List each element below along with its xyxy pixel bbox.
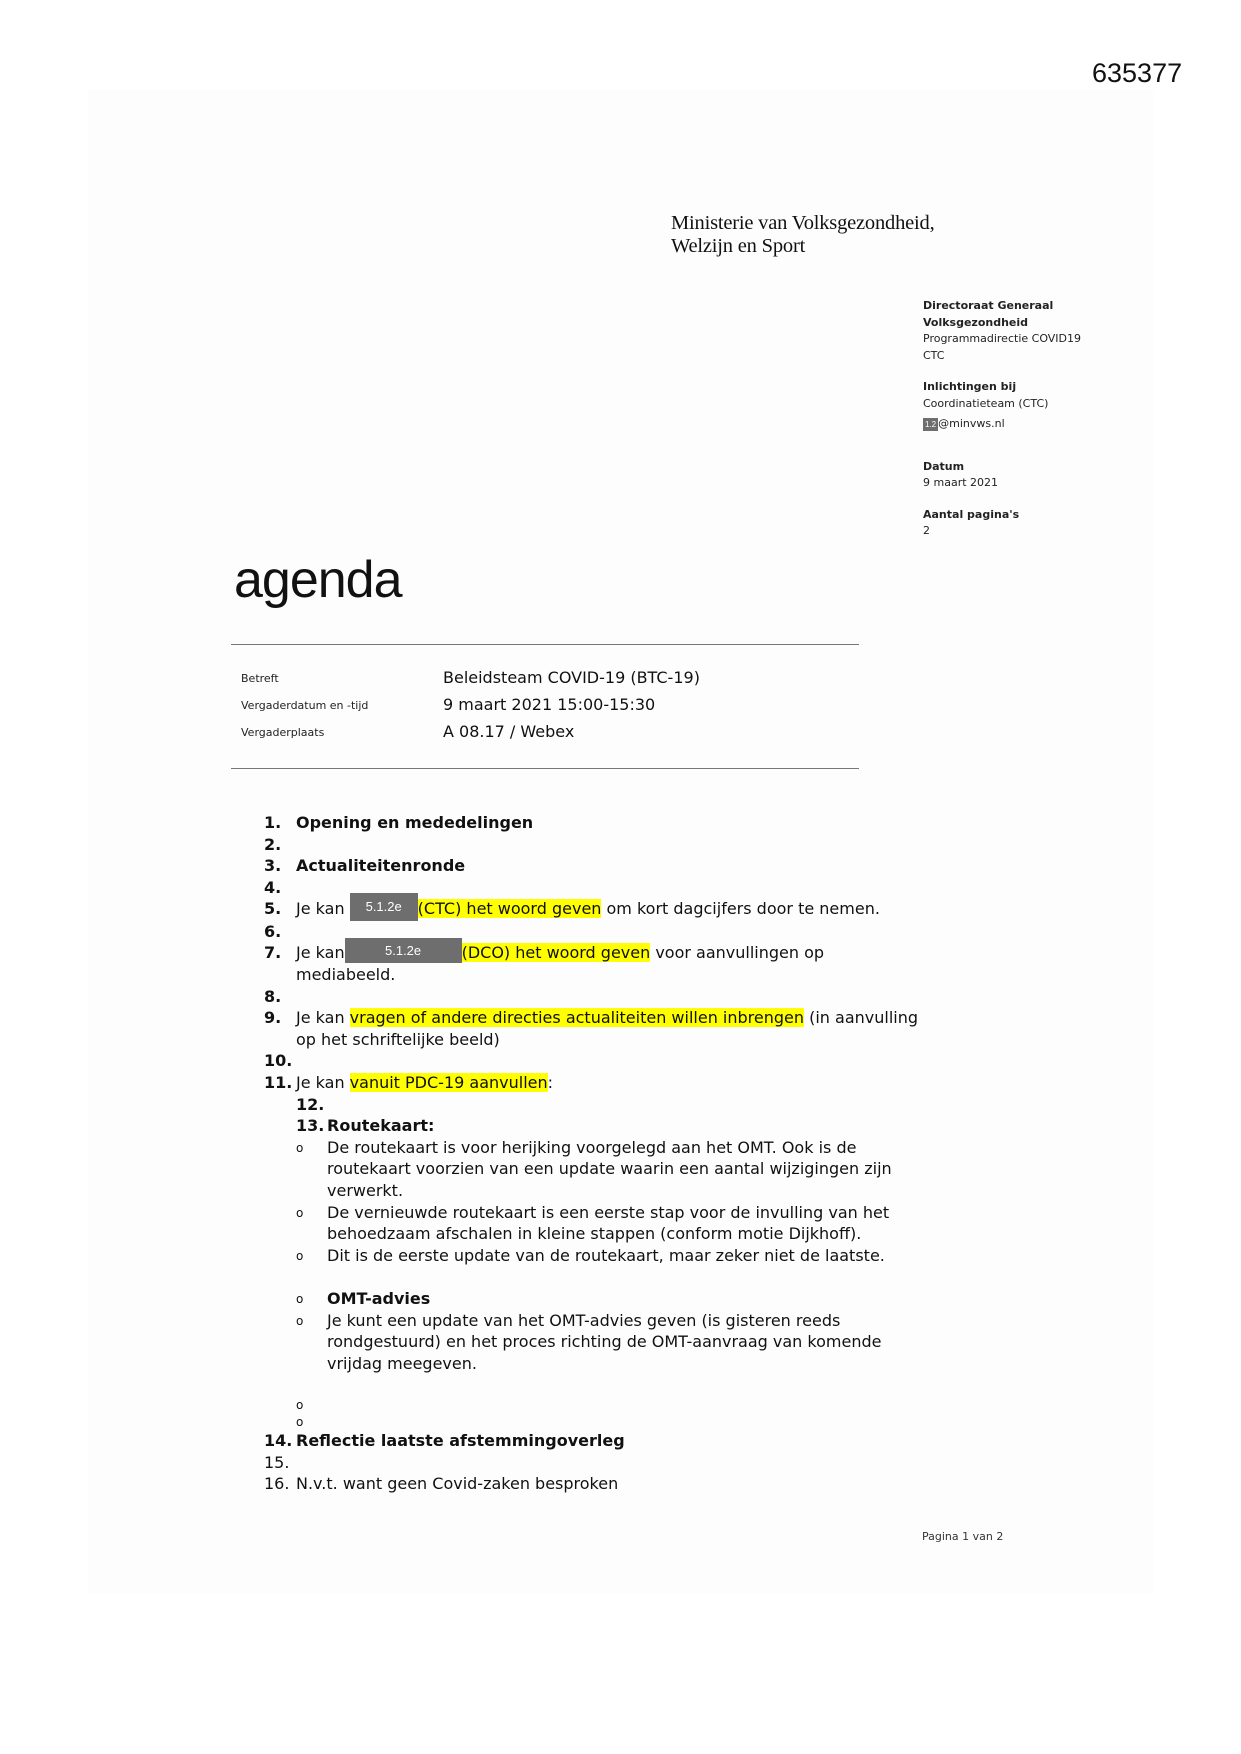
bullet-text: De vernieuwde routekaart is een eerste stap voor de invulling van het behoedzaam afschalen in kleine stappen (conform motie Dijkhoff). [327, 1202, 890, 1244]
meta-value: A 08.17 / Webex [443, 722, 575, 741]
agenda-subitem [264, 1094, 924, 1116]
bullet-text: Je kunt een update van het OMT-advies geven (is gisteren reeds rondgestuurd) en het proces richting de OMT-aanvraag van komende vrijdag meegeven. [327, 1310, 882, 1373]
divider-bottom [231, 768, 859, 769]
bullet-icon: o [296, 1291, 304, 1306]
highlighted-text: (CTC) het woord geven [417, 899, 602, 919]
item-text: Je kan [296, 1073, 350, 1093]
contact-email [923, 416, 1153, 433]
item-text: N.v.t. want geen Covid-zaken besproken [296, 1474, 619, 1494]
item-text: Je kan [296, 1008, 350, 1028]
item-number: 5. [264, 899, 282, 919]
bullet-icon: o [296, 1205, 304, 1220]
meta-value: 9 maart 2021 15:00-15:30 [443, 695, 656, 714]
org-line: CTC [923, 348, 945, 362]
bullet-icon: o [296, 1397, 304, 1412]
agenda-item [264, 1050, 924, 1072]
bullet-icon: o [296, 1248, 304, 1263]
ministry-line-1: Ministerie van Volksgezondheid, [671, 212, 935, 234]
highlighted-text: vanuit PDC-19 aanvullen [349, 1073, 548, 1093]
bullet-icon: o [296, 1414, 304, 1429]
redaction-box: 5.1.2e [350, 893, 418, 921]
email-suffix: @minvws.nl [938, 417, 1005, 430]
item-text: Je kan [296, 899, 350, 919]
item-number: 4. [264, 877, 282, 897]
item-number: 11. [264, 1073, 293, 1093]
agenda-item [264, 1452, 924, 1474]
item-text: voor aanvullingen op mediabeeld. [296, 943, 825, 985]
item-number: 12. [296, 1094, 325, 1114]
agenda-item [264, 898, 924, 921]
pages-block [923, 507, 1153, 540]
spacer [264, 1374, 924, 1396]
divider-top [231, 644, 859, 645]
meta-value: Beleidsteam COVID-19 (BTC-19) [443, 668, 700, 687]
date-label: Datum [923, 459, 965, 473]
org-block [923, 298, 1153, 364]
contact-label: Inlichtingen bij [923, 380, 1017, 393]
agenda-item [264, 855, 924, 877]
ministry-line-2: Welzijn en Sport [671, 235, 806, 257]
pages-label: Aantal pagina's [923, 507, 1020, 521]
date-block [923, 459, 1153, 492]
pages-value: 2 [923, 524, 930, 537]
item-number: 8. [264, 986, 282, 1006]
agenda-item [264, 1007, 924, 1050]
bullet-text: Dit is de eerste update van de routekaart, maar zeker niet de laatste. [327, 1245, 885, 1265]
item-text: (in aanvulling op het schriftelijke beeld) [296, 1008, 919, 1049]
redaction-box: 5.1.2e [345, 938, 462, 963]
org-line: Programmadirectie COVID19 [923, 332, 1082, 345]
item-number: 7. [264, 943, 282, 963]
bullet-item [264, 1202, 924, 1245]
agenda-item [264, 812, 924, 834]
page-footer: Pagina 1 van 2 [922, 1530, 1004, 1543]
item-text: Reflectie laatste afstemmingoverleg [296, 1430, 625, 1450]
bullet-icon: o [296, 1140, 304, 1155]
item-number: 16. [264, 1474, 290, 1494]
bullet-item [264, 1245, 924, 1267]
agenda-item [264, 834, 924, 856]
item-text: Je kan [296, 943, 345, 963]
meta-row-subject [241, 668, 861, 692]
item-text: Actualiteitenronde [296, 856, 466, 876]
ministry-heading [671, 212, 935, 258]
item-number: 10. [264, 1051, 293, 1071]
item-number: 14. [264, 1430, 293, 1450]
agenda-item [264, 1473, 924, 1495]
sidebar-info [923, 298, 1153, 555]
item-number: 1. [264, 813, 282, 832]
item-number: 13. [296, 1116, 325, 1136]
spacer [264, 1266, 924, 1288]
agenda-item [264, 942, 924, 985]
bullet-text: OMT-advies [327, 1288, 431, 1308]
bullet-item-empty [264, 1413, 924, 1430]
bullet-icon: o [296, 1313, 304, 1328]
page-title: agenda [234, 551, 402, 609]
agenda-item [264, 1430, 924, 1452]
meta-row-location [241, 722, 861, 746]
highlighted-text: (DCO) het woord geven [461, 943, 651, 963]
item-text: : [547, 1073, 554, 1093]
bullet-text: De routekaart is voor herijking voorgelegd aan het OMT. Ook is de routekaart voorzien van een update waarin een aantal wijzigingen zijn verwerkt. [327, 1137, 892, 1200]
org-line: Directoraat Generaal [923, 299, 1054, 312]
agenda-list [264, 812, 924, 1495]
item-number: 9. [264, 1008, 282, 1028]
bullet-item [264, 1288, 924, 1310]
item-number: 6. [264, 921, 282, 941]
meta-label: Vergaderplaats [241, 726, 325, 739]
date-value: 9 maart 2021 [923, 476, 999, 489]
meta-label: Vergaderdatum en -tijd [241, 699, 369, 712]
item-text: om kort dagcijfers door te nemen. [601, 899, 880, 919]
document-id: 635377 [1092, 58, 1183, 88]
highlighted-text: vragen of andere directies actualiteiten willen inbrengen [349, 1008, 805, 1028]
item-text: Opening en mededelingen [296, 813, 534, 832]
agenda-item [264, 986, 924, 1008]
contact-block [923, 379, 1153, 433]
item-number: 2. [264, 834, 282, 854]
agenda-subitem [264, 1115, 924, 1137]
item-text: Routekaart: [327, 1116, 435, 1136]
bullet-item [264, 1137, 924, 1202]
item-number: 15. [264, 1452, 290, 1472]
redaction-box: 1.2 [925, 419, 937, 429]
org-line: Volksgezondheid [923, 315, 1029, 329]
meta-row-datetime [241, 695, 861, 719]
meta-label: Betreft [241, 672, 279, 685]
contact-name: Coordinatieteam (CTC) [923, 396, 1049, 410]
item-number: 3. [264, 856, 282, 876]
bullet-item-empty [264, 1396, 924, 1413]
agenda-item [264, 1072, 924, 1094]
bullet-item [264, 1310, 924, 1375]
